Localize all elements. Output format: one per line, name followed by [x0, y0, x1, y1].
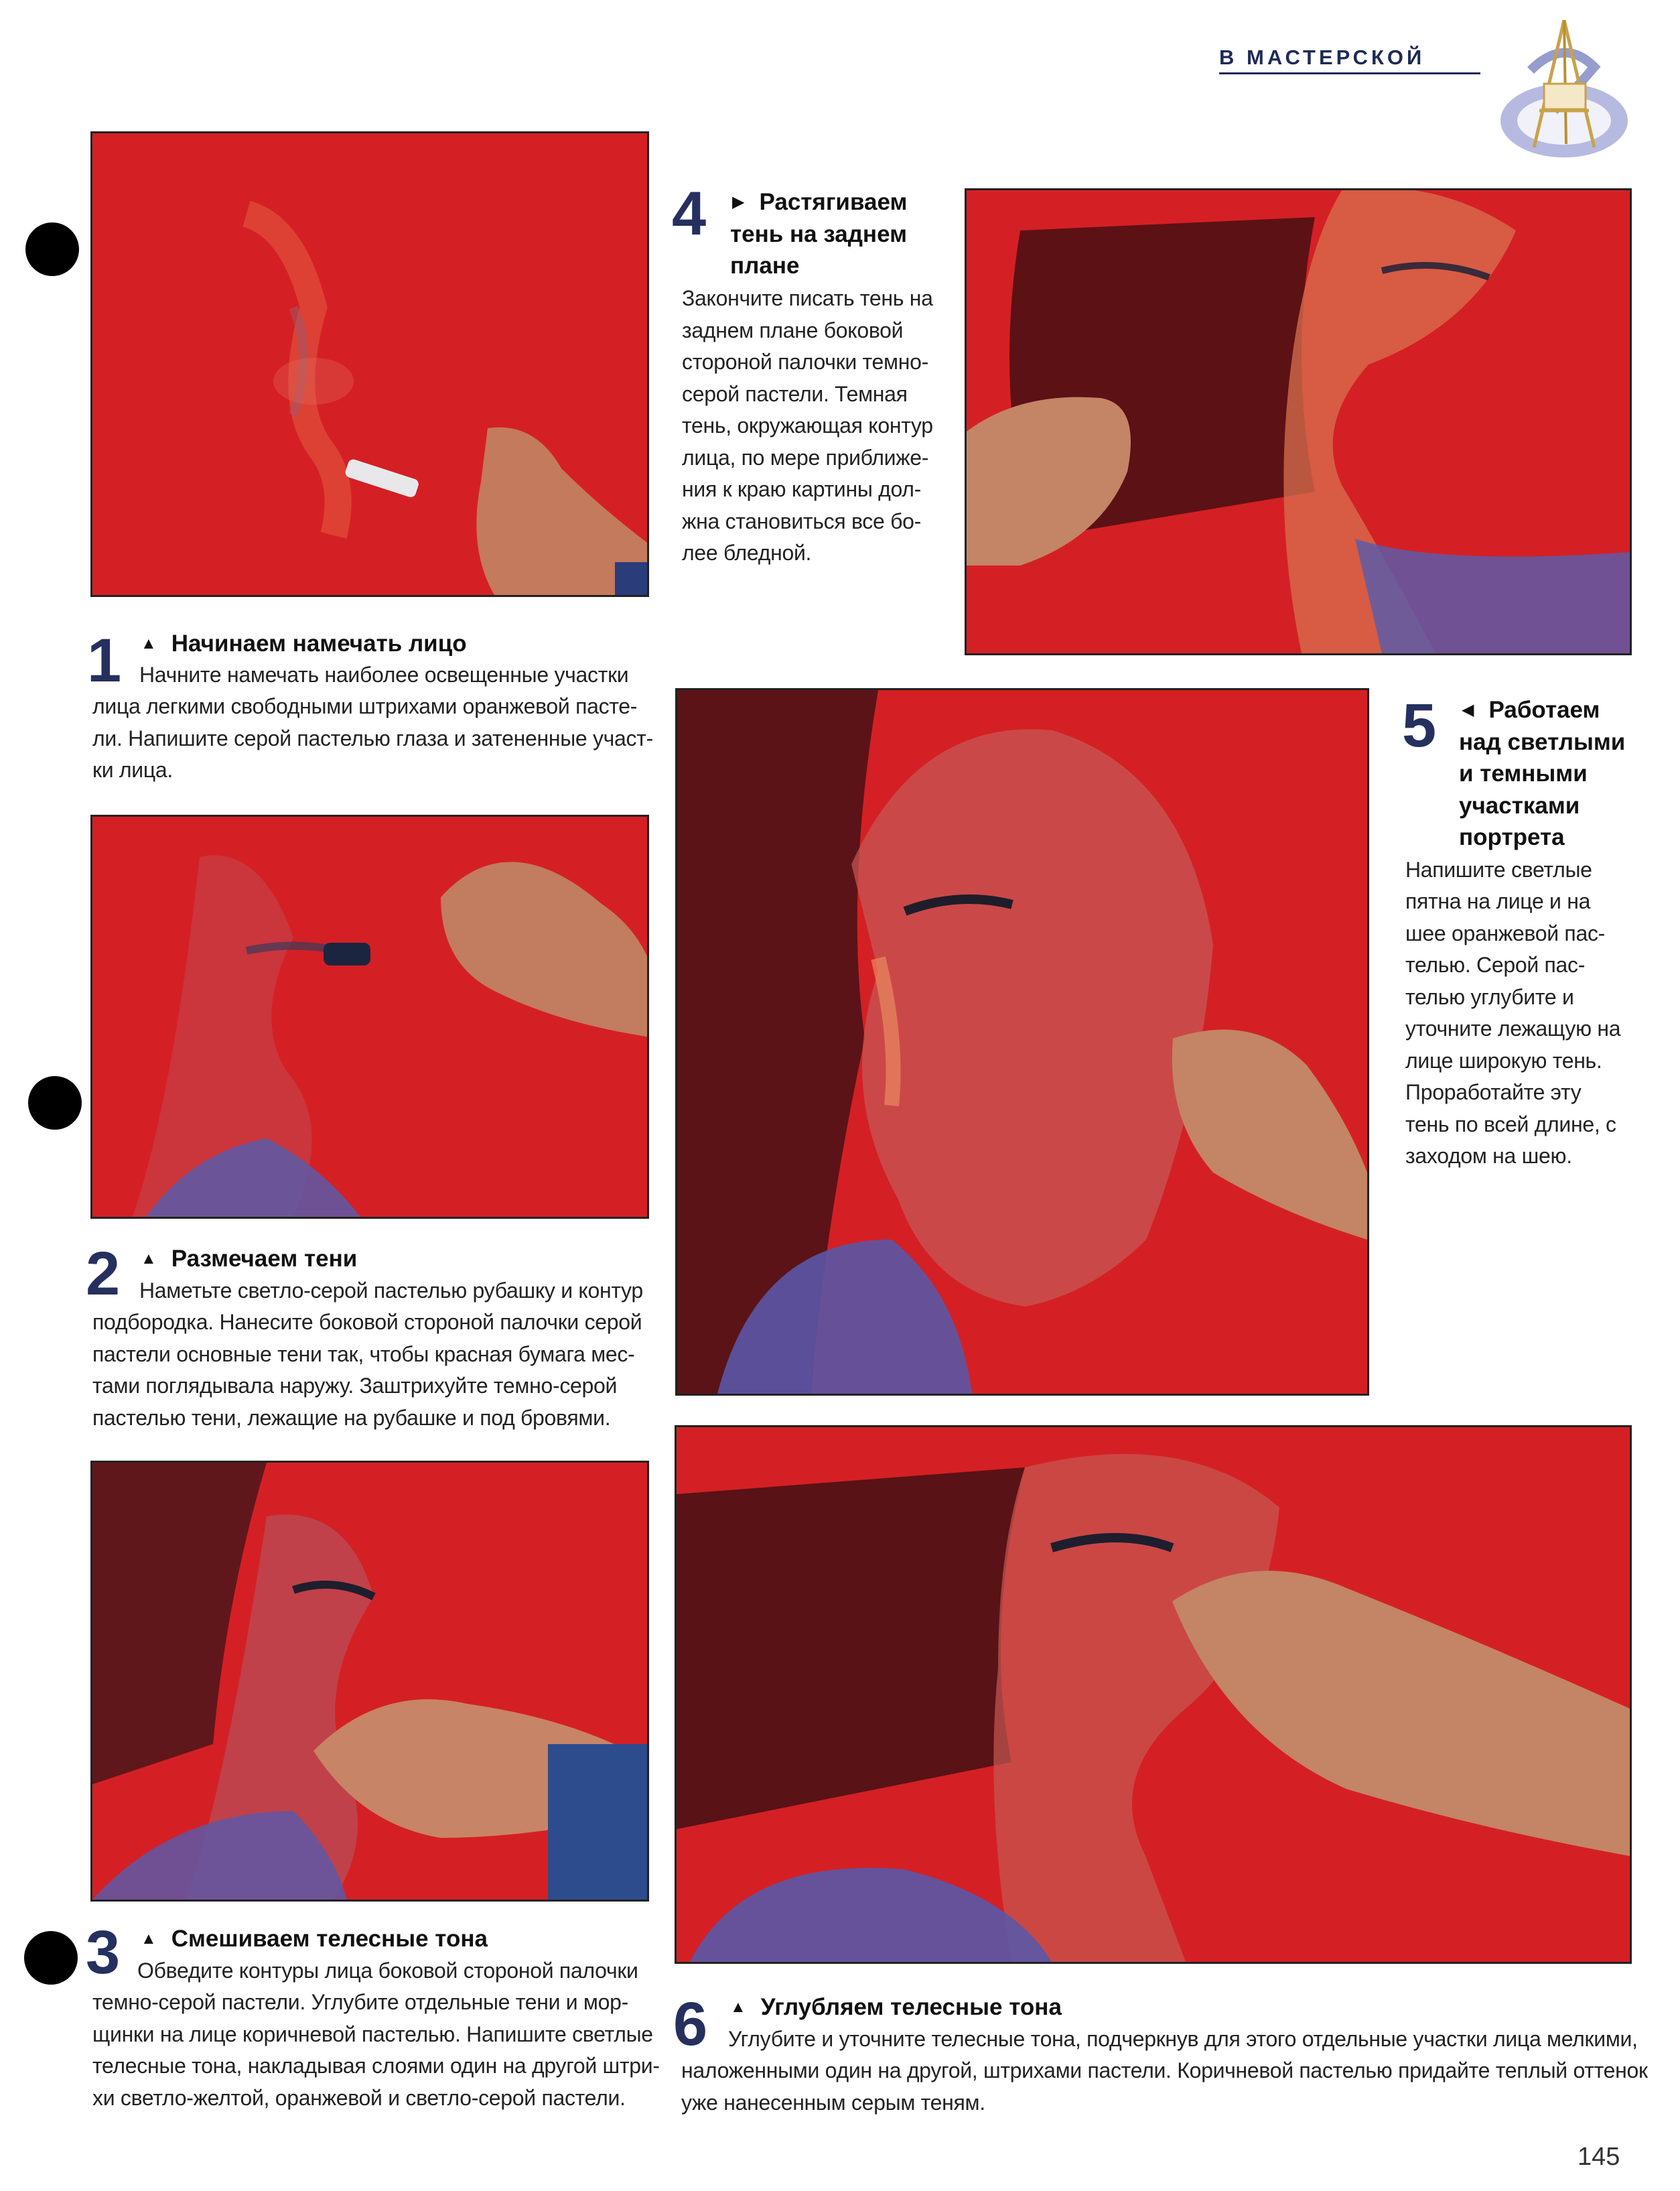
step-text-line: стороной палочки темно- [682, 350, 928, 374]
punch-hole [25, 222, 79, 276]
triangle-right-icon: ▶ [732, 193, 745, 211]
step-text-line: лее бледной. [682, 541, 812, 565]
step-text-line: Начните намечать наиболее освещенные участки [139, 663, 629, 687]
step-4-photo [965, 188, 1632, 655]
step-text-line: лице широкую тень. [1405, 1049, 1602, 1073]
page-number: 145 [1578, 2143, 1620, 2171]
step-text-line: лица, по мере приближе- [682, 446, 929, 470]
triangle-up-icon: ▲ [141, 1930, 157, 1948]
step-number: 5 [1402, 691, 1437, 760]
step-text-line: ния к краю картины дол- [682, 477, 922, 501]
step-6-photo [675, 1425, 1632, 1964]
step-title-line: тень на заднем [730, 221, 907, 247]
step-text-line: шее оранжевой пас- [1405, 921, 1606, 945]
step-text-line: жна становиться все бо- [682, 509, 921, 533]
step-text-line: уже нанесенным серым теням. [681, 2090, 985, 2115]
step-title-line: и темными [1459, 760, 1588, 787]
step-text-line: тень, окружающая контур [682, 413, 933, 438]
step-title-line: плане [730, 253, 800, 279]
step-text-line: телью углубите и [1405, 985, 1574, 1009]
step-title: ▲ Размечаем тени [141, 1243, 357, 1274]
step-text-line: тами поглядывала наружу. Заштрихуйте темно-серой [92, 1374, 618, 1398]
step-text-line: подбородка. Нанесите боковой стороной палочки серой [92, 1310, 642, 1334]
step-3-photo [90, 1461, 649, 1902]
triangle-up-icon: ▲ [141, 1250, 157, 1268]
section-rule [1219, 72, 1480, 74]
step-text-line: ки лица. [92, 758, 173, 782]
step-title: ▲ Начинаем намечать лицо [141, 628, 467, 659]
step-text-line: ли. Напишите серой пастелью глаза и затененные участ- [92, 726, 653, 750]
step-text-line: лица легкими свободными штрихами оранжевой пасте- [92, 694, 638, 718]
step-5-photo [675, 688, 1369, 1396]
triangle-up-icon: ▲ [730, 1998, 746, 2016]
step-text-line: уточните лежащую на [1405, 1016, 1621, 1041]
punch-hole [24, 1931, 78, 1985]
step-1-photo [90, 131, 649, 597]
triangle-left-icon: ◀ [1462, 701, 1474, 719]
step-text-line: темно-серой пастели. Углубите отдельные тени и мор- [92, 1990, 628, 2014]
step-text-line: Обведите контуры лица боковой стороной палочки [137, 1958, 638, 1983]
step-text-line: хи светло-желтой, оранжевой и светло-серой пастели. [92, 2086, 626, 2110]
triangle-up-icon: ▲ [141, 635, 157, 653]
step-number: 4 [672, 180, 707, 248]
punch-hole [28, 1076, 82, 1130]
step-text-line: пятна на лице и на [1405, 889, 1591, 913]
step-title: ◀ Работаем [1462, 694, 1600, 726]
step-number: 6 [673, 1990, 708, 2058]
step-title-line: участками [1459, 793, 1580, 819]
step-text-line: телью. Серой пас- [1405, 953, 1586, 977]
step-number: 2 [86, 1240, 121, 1308]
step-text-line: щинки на лице коричневой пастелью. Напишите светлые [92, 2022, 653, 2046]
step-text-line: Углубите и уточните телесные тона, подчеркнув для этого отдельные участки лица мелкими, [728, 2027, 1638, 2051]
step-text-line: тень по всей длине, с [1405, 1112, 1616, 1136]
step-title: ▲ Углубляем телесные тона [730, 1991, 1062, 2023]
step-text-line: серой пастели. Темная [682, 382, 908, 406]
step-text-line: пастелью тени, лежащие на рубашке и под бровями. [92, 1406, 611, 1430]
step-text-line: заходом на шею. [1405, 1144, 1572, 1168]
step-number: 3 [86, 1918, 121, 1987]
step-text-line: пастели основные тени так, чтобы красная бумага мес- [92, 1342, 635, 1366]
step-title-line: портрета [1459, 824, 1565, 850]
step-title-line: над светлыми [1459, 729, 1626, 755]
step-text-line: Закончите писать тень на [682, 286, 933, 310]
step-text-line: Проработайте эту [1405, 1080, 1582, 1104]
step-text-line: Наметьте светло-серой пастелью рубашку и контур [139, 1278, 643, 1303]
step-text-line: телесные тона, накладывая слоями один на другой штри- [92, 2054, 660, 2078]
section-title: В МАСТЕРСКОЙ [1219, 46, 1425, 69]
step-2-photo [90, 815, 649, 1219]
step-text-line: наложенными один на другой, штрихами пастели. Коричневой пастелью придайте теплый оттенок [681, 2058, 1648, 2082]
step-text-line: Напишите светлые [1405, 858, 1592, 882]
easel-logo-icon [1494, 10, 1634, 161]
step-title: ▲ Смешиваем телесные тона [141, 1923, 488, 1954]
step-text-line: заднем плане боковой [682, 318, 904, 342]
step-number: 1 [87, 626, 122, 695]
step-title: ▶ Растягиваем [732, 186, 907, 218]
